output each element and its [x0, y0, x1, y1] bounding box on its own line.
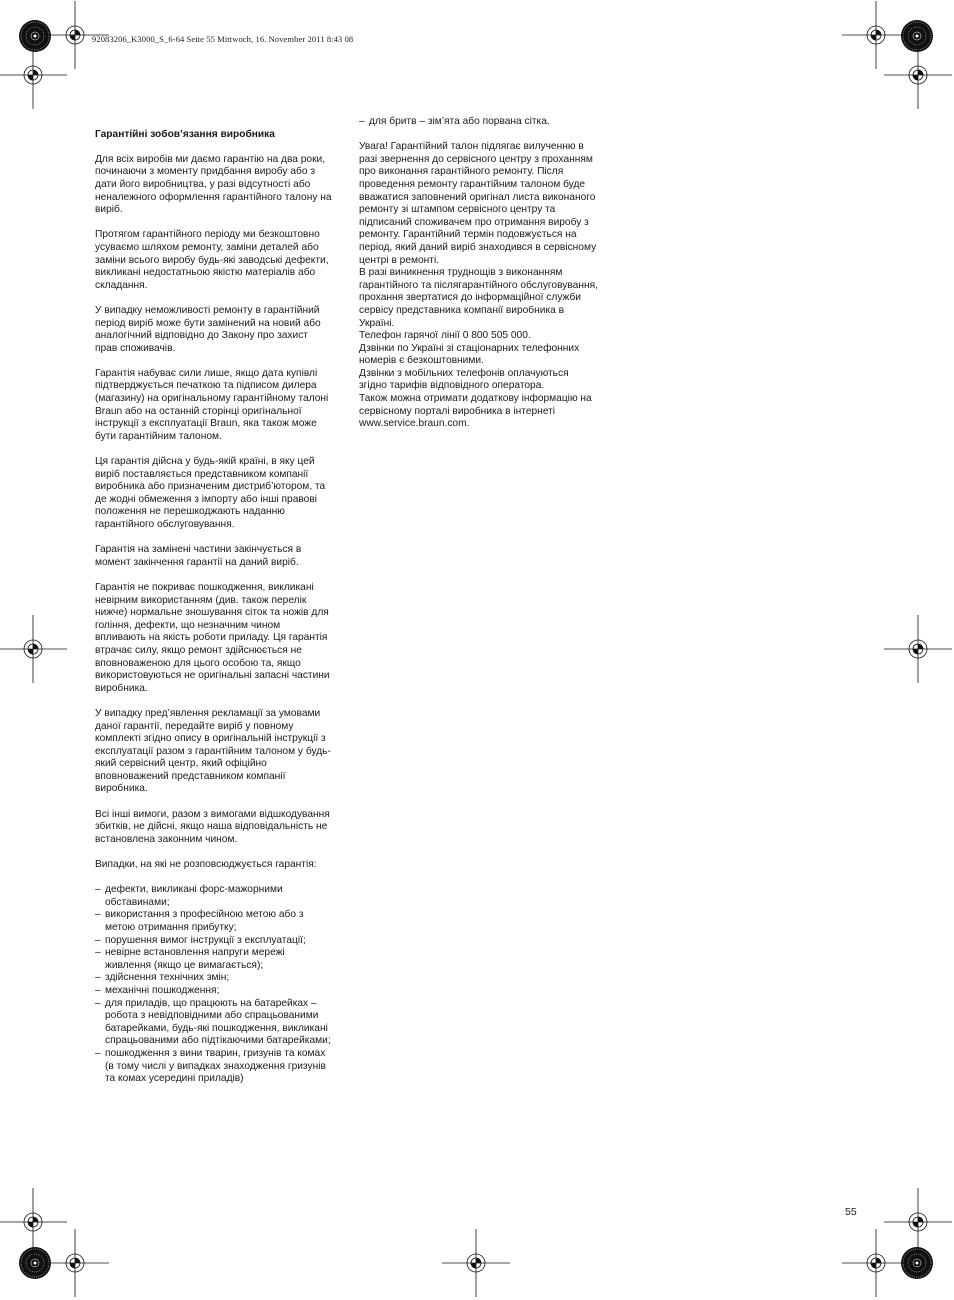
- paragraph: Гарантія набуває сили лише, якщо дата купівлі підтверджується печаткою та підписом дилера (магазину) на оригінальному гарантійному талоні Braun або на останній сторінці оригінальної інструкції з експлуатації Braun, яка також може бути гарантійним талоном.: [95, 367, 329, 442]
- list-item: – використання з професійною метою або з метою отримання прибутку;: [95, 909, 333, 934]
- list-item: – здійснення технічних змін;: [95, 972, 333, 985]
- exclusions-list: [95, 884, 333, 1086]
- list-item: – механічні пошкодження;: [95, 985, 333, 998]
- notice-paragraph: Увага! Гарантійний талон підлягає вилученню в разі звернення до сервісного центру з проханням про виконання гарантійного ремонту. Після проведення ремонту гарантійним талоном буде вважатися заповнений оригінал листа виконаного ремонту зі штампом сервісного центру та підписаний споживачем про отримання виробу з ремонту. Гарантійний термін подовжується на період, який даний виріб знаходився в сервісному центрі в ремонті. В разі виникнення труднощів з виконанням гарантійного та післягарантійного обслуговування, прохання звертатися до інформаційної служби сервісу представника компанії виробника в Україні. Телефон гарячої лінії 0 800 505 000. Дзвінки по Україні зі стаціонарних телефонних номерів є безкоштовними. Дзвінки з мобільних телефонів оплачуються згідно тарифів відповідного оператора. Також можна отримати додаткову інформацію на сервісному порталі виробника в інтернеті www.service.braun.com.: [359, 141, 598, 430]
- list-item: – невірне встановлення напруги мережі живлення (якщо це вимагається);: [95, 947, 333, 972]
- list-item: – порушення вимог інструкції з експлуатації;: [95, 935, 333, 948]
- paragraph: У випадку пред’явлення рекламації за умовами даної гарантії, передайте виріб у повному комплекті згідно опису в оригінальній інструкції з експлуатації разом з гарантійним талоном у будь-який сервісний центр, який офіційно вповноважений представником компанії виробника.: [95, 707, 331, 795]
- list-item: – пошкодження з вини тварин, гризунів та комах (в тому числі у випадках знаходження гризунів та комах усередині приладів): [95, 1048, 333, 1086]
- list-item: – для приладів, що працюють на батарейках – робота з невідповідними або спрацьованими батарейками, будь-які пошкодження, викликані спрацьованими або підтікаючими батарейками;: [95, 998, 333, 1048]
- page-number: 55: [845, 1206, 857, 1218]
- list-item: – для бритв – зім’ята або порвана сітка.: [359, 116, 599, 129]
- left-column: [95, 116, 333, 1086]
- list-item: – дефекти, викликані форс-мажорними обставинами;: [95, 884, 333, 909]
- paragraph: Всі інші вимоги, разом з вимогами відшкодування збитків, не дійсні, якщо наша відповідальність не встановлена законним чином.: [95, 808, 330, 845]
- right-column: [359, 116, 599, 443]
- paragraph: Ця гарантія дійсна у будь-якій країні, в яку цей виріб поставляється представником компанії виробника або призначеним дистриб’ютором, та де жодні обмеження з імпорту або інші правові положення не перешкоджають наданню гарантійного обслуговування.: [95, 456, 326, 530]
- section-heading: Гарантійні зобов’язання виробника: [95, 128, 275, 140]
- paragraph: Гарантія не покриває пошкодження, викликані невірним використанням (див. також перелік нижче) нормальне зношування сіток та ножів для гоління, дефекти, що незначним чином впливають на якість роботи приладу. Ця гарантія втрачає силу, якщо ремонт здійснюється не вповноваженою для цього особою та, якщо використовуються не оригінальні запасні частини виробника.: [95, 581, 330, 694]
- warranty-section: [95, 116, 333, 217]
- print-header: 92083206_K3000_S_6-64 Seite 55 Mittwoch, 16. November 2011 8:43 08: [92, 34, 354, 44]
- paragraph: Випадки, на які не розповсюджується гарантія:: [95, 859, 317, 871]
- exclusions-list-continued: [359, 116, 599, 129]
- paragraph: Гарантія на замінені частини закінчується в момент закінчення гарантії на даний виріб.: [95, 544, 302, 568]
- paragraph: У випадку неможливості ремонту в гарантійний період виріб може бути замінений на новий або аналогічний відповідно до Закону про захист прав споживачів.: [95, 304, 321, 354]
- paragraph: Для всіх виробів ми даємо гарантію на два роки, починаючи з моменту придбання виробу або з дати його виробництва, у разі відсутності або неналежного оформлення гарантійного талону на виріб.: [95, 153, 332, 216]
- paragraph: Протягом гарантійного періоду ми безкоштовно усуваємо шляхом ремонту, заміни деталей або заміни всього виробу будь-які заводські дефекти, викликані недостатньою якістю матеріалів або складання.: [95, 229, 329, 291]
